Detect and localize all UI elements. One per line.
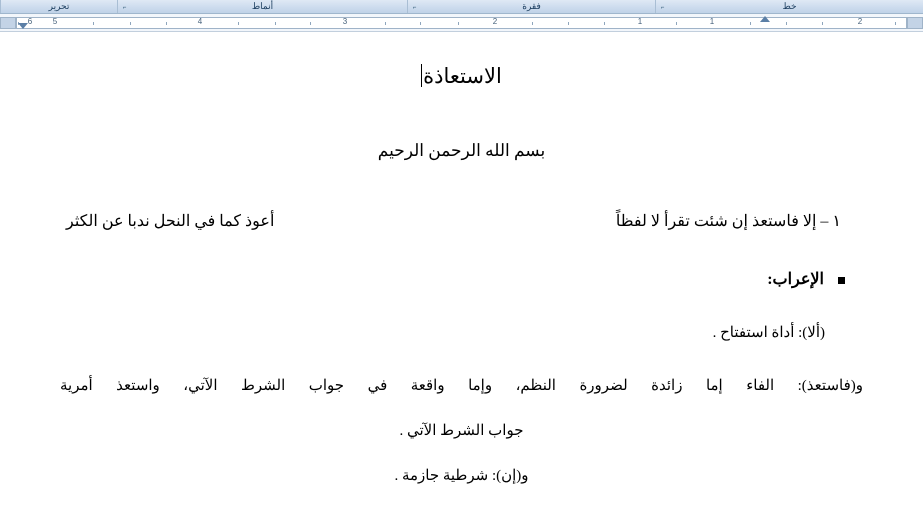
body-line: و(فاستعذ): الفاء إما زائدة لضرورة النظم، وإما واقعة في جواب الشرط الآتي، واستعذ أمرية	[60, 378, 863, 394]
left-indent-marker[interactable]	[18, 23, 28, 29]
ribbon-group-editing-label: تحرير	[48, 1, 70, 11]
dialog-launcher-icon[interactable]: ⌐	[412, 5, 417, 11]
dialog-launcher-icon[interactable]: ⌐	[122, 5, 127, 11]
ruler-number: 1	[637, 17, 643, 26]
ruler-right-margin-area[interactable]	[907, 17, 923, 29]
ribbon-group-styles[interactable]	[117, 0, 407, 13]
document-title: الاستعاذة	[423, 64, 502, 88]
body-line: و(إن): شرطية جازمة .	[394, 468, 529, 484]
ruler-text-area[interactable]	[16, 17, 907, 29]
square-bullet-icon	[838, 277, 845, 284]
ribbon-group-font[interactable]	[655, 0, 923, 13]
verse-row	[60, 211, 863, 231]
dialog-launcher-icon[interactable]: ⌐	[660, 5, 665, 11]
ribbon-group-styles-label: أنماط	[251, 1, 274, 11]
ruler-number: 4	[197, 17, 203, 26]
ribbon-group-strip	[0, 0, 923, 14]
ruler-left-margin-area[interactable]	[0, 17, 16, 29]
ruler-number: 2	[857, 17, 863, 26]
bullet-heading-label: الإعراب:	[767, 271, 824, 288]
verse-first-hemistich: ١ – إلا فاستعذ إن شئت تقرأ لا لفظاً	[615, 213, 841, 230]
horizontal-ruler[interactable]	[0, 14, 923, 32]
ruler-number: 3	[342, 17, 348, 26]
ribbon-group-paragraph-label: فقرة	[522, 1, 541, 11]
verse-second-hemistich: أعوذ كما في النحل ندبا عن الكثر	[66, 213, 275, 230]
ruler-number: 2	[492, 17, 498, 26]
ruler-number: 6	[27, 17, 33, 26]
ribbon-group-font-label: خط	[782, 1, 797, 11]
body-line: جواب الشرط الآتي .	[399, 423, 524, 439]
body-line: (ألا): أداة استفتاح .	[712, 325, 825, 341]
ruler-number: 5	[52, 17, 58, 26]
basmala-line: بسم الله الرحمن الرحيم	[377, 141, 546, 160]
ruler-number: 1	[709, 17, 715, 26]
bullet-heading-row	[60, 269, 863, 289]
document-page[interactable]	[0, 32, 923, 528]
ribbon-group-editing[interactable]	[0, 0, 117, 13]
ribbon-group-paragraph[interactable]	[407, 0, 655, 13]
first-line-indent-marker[interactable]	[760, 16, 770, 22]
document-title-line	[60, 64, 863, 89]
